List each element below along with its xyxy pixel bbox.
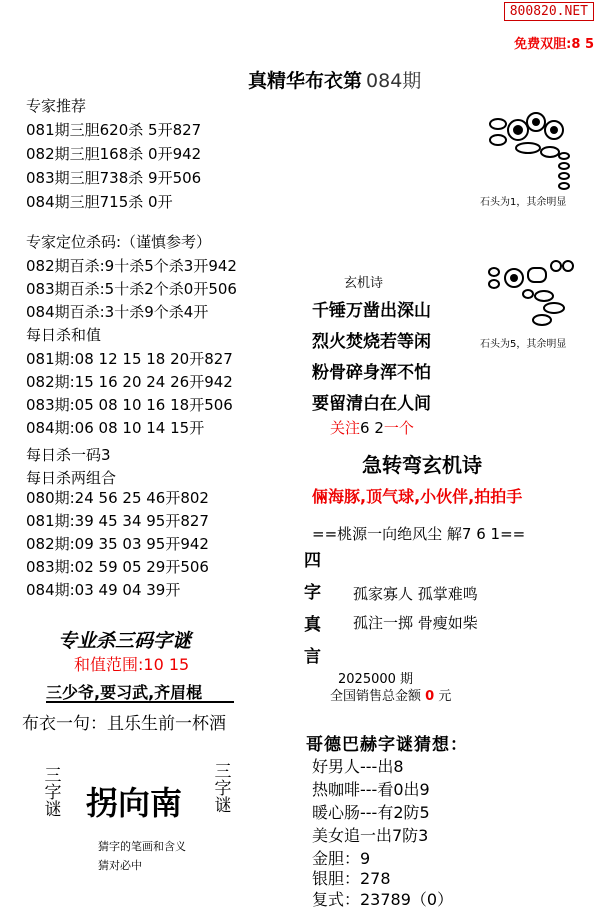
four-char: 四 [304,551,321,571]
daily-sum-header: 每日杀和值 [26,326,102,344]
sales-amount: 0 [425,689,435,704]
daily-sum-line: 082期:15 16 20 24 26开942 [26,373,233,391]
stone-figure-1 [484,108,580,190]
expert-line: 081期三胆620杀 5开827 [26,121,202,139]
goldbach-line: 银胆：278 [312,869,391,888]
page-title [248,66,421,93]
goldbach-line: 美女追一出7防3 [312,826,429,845]
poem-title: 玄机诗 [344,276,384,291]
daily-two-header: 每日杀两组合 [26,469,117,487]
expert-line: 084期三胆715杀 0开 [26,193,173,211]
period-line: 2025000 期 [338,672,414,687]
poem-line: 粉骨碎身浑不怕 [312,363,431,383]
poem-line: 烈火焚烧若等闲 [312,332,431,352]
daily-two-line: 084期:03 49 04 39开 [26,581,181,599]
sales-suffix: 元 [434,689,452,704]
position-kill-line: 084期百杀:3十杀9个杀4开 [26,303,209,321]
goldbach-line: 好男人---出8 [312,757,404,776]
four-char: 言 [304,647,321,667]
phrase: 孤家寡人 孤掌难鸣 [353,585,478,603]
follow-line [330,417,414,438]
site-badge[interactable]: 800820.NET [504,2,594,21]
goldbach-title: 哥德巴赫字谜猜想： [306,735,468,755]
goldbach-line: 热咖啡---看0出9 [312,780,430,799]
four-char: 真 [304,615,321,635]
hint-line: 猜字的笔画和含义 [98,840,186,853]
daily-sum-line: 081期:08 12 15 18 20开827 [26,350,233,368]
four-char: 字 [304,583,321,603]
title-text: 真精华布衣第 [248,70,363,92]
phrase: 孤注一掷 骨瘦如柴 [353,614,478,632]
stone-figure-2 [484,258,580,330]
urgent-title: 急转弯玄机诗 [362,453,482,477]
riddle-line: 三少爷,要习武,齐眉棍 [46,683,203,702]
daily-two-line: 080期:24 56 25 46开802 [26,489,209,507]
follow-prefix: 关注 [330,419,361,437]
goldbach-line: 暖心肠---有2防5 [312,803,430,822]
side-label-right: 三字谜 [214,762,232,816]
position-kill-line: 082期百杀:9十杀5个杀3开942 [26,257,237,275]
red-words: 倆海豚,顶气球,小伙伴,拍拍手 [312,487,523,506]
hint-line: 猜对必中 [98,859,142,872]
stone-caption: 石头为1，其余明显 [480,197,567,208]
daily-sum-line: 083期:05 08 10 16 18开506 [26,396,233,414]
free-pick: 免费双胆:8 5 [514,37,594,52]
daily-two-line: 082期:09 35 03 95开942 [26,535,209,553]
follow-nums: 6 2 [360,419,384,437]
position-kill-line: 083期百杀:5十杀2个杀0开506 [26,280,237,298]
sum-range: 和值范围:10 15 [74,655,190,674]
expert-line: 083期三胆738杀 9开506 [26,169,202,187]
sales-line [330,685,451,704]
side-label-left: 三字谜 [44,766,62,820]
daily-two-line: 081期:39 45 34 95开827 [26,512,209,530]
goldbach-line: 金胆：9 [312,849,371,868]
answer-word: 拐向南 [86,784,183,822]
position-kill-header: 专家定位杀码:（谨慎参考） [26,233,212,251]
stone-caption: 石头为5，其余明显 [480,339,567,350]
follow-suffix: 一个 [383,419,414,437]
title-period: 084期 [366,70,422,92]
daily-two-line: 083期:02 59 05 29开506 [26,558,209,576]
expert-header: 专家推荐 [26,97,87,115]
peach-line: ==桃源一向绝风尘 解7 6 1== [312,525,526,543]
poem-line: 要留清白在人间 [312,394,431,414]
daily-one: 每日杀一码3 [26,446,111,464]
sales-prefix: 全国销售总金额 [330,689,426,704]
daily-sum-line: 084期:06 08 10 14 15开 [26,419,205,437]
goldbach-line: 复式：23789（0） [312,890,454,909]
expert-line: 082期三胆168杀 0开942 [26,145,202,163]
buyi-line: 布衣一句：且乐生前一杯酒 [22,714,226,734]
riddle-underline [46,701,234,703]
pro-title: 专业杀三码字谜 [58,630,192,652]
poem-line: 千锤万凿出深山 [312,301,431,321]
